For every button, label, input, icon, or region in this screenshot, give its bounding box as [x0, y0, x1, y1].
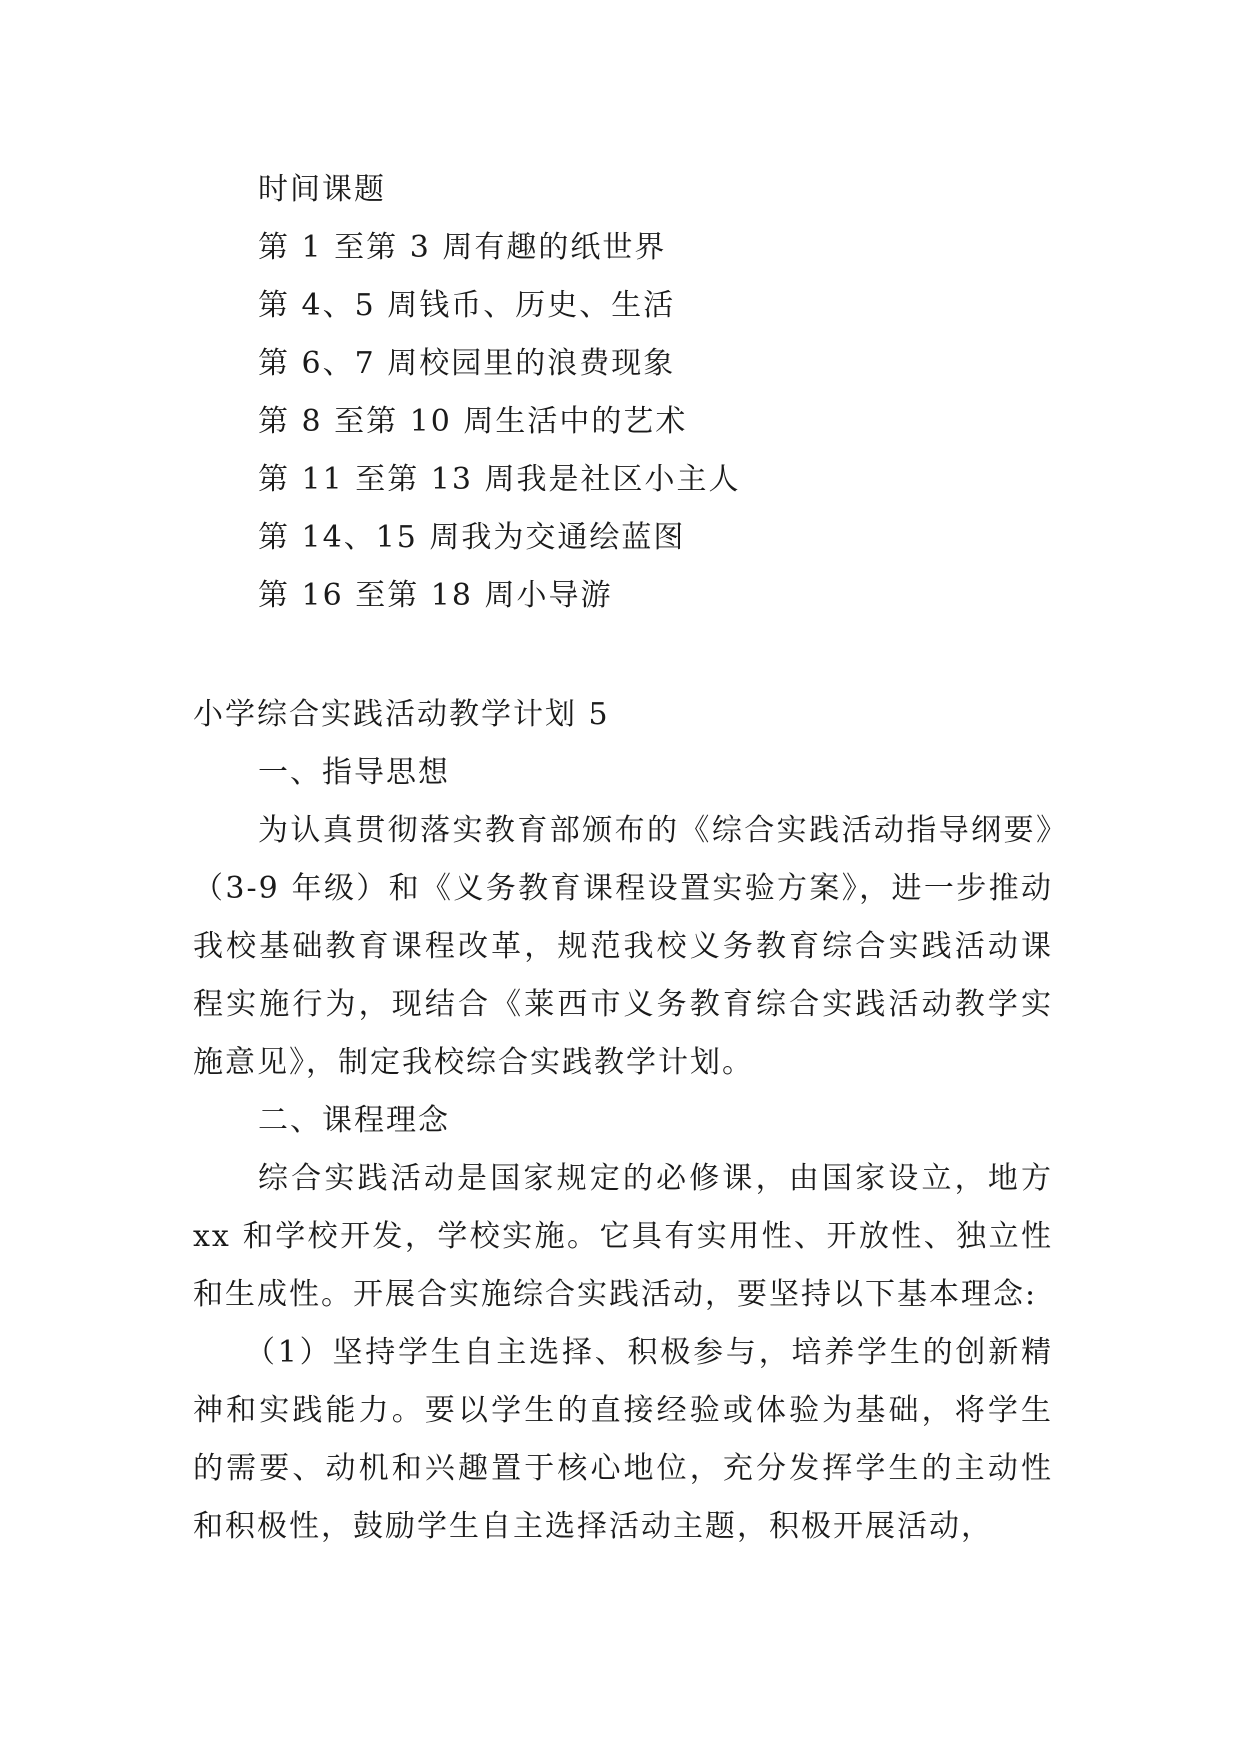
schedule-row: 第 14、15 周我为交通绘蓝图: [258, 520, 686, 555]
schedule-row: 第 4、5 周钱币、历史、生活: [258, 288, 676, 323]
paragraph-course-philosophy: 综合实践活动是国家规定的必修课，由国家设立，地方 xx 和学校开发，学校实施。它具有实用性、开放性、独立性和生成性。开展合实施综合实践活动，要坚持以下基本理念:: [193, 1161, 1053, 1312]
schedule-row: 第 16 至第 18 周小导游: [258, 578, 613, 613]
schedule-row: 第 6、7 周校园里的浪费现象: [258, 346, 676, 381]
plan-section: [193, 686, 1053, 1556]
schedule-row: 第 11 至第 13 周我是社区小主人: [258, 462, 741, 497]
heading-guiding-ideology: 一、指导思想: [258, 755, 450, 790]
schedule-row: 第 8 至第 10 周生活中的艺术: [258, 404, 688, 439]
heading-course-philosophy: 二、课程理念: [258, 1103, 450, 1138]
paragraph-principle-1: （1）坚持学生自主选择、积极参与，培养学生的创新精神和实践能力。要以学生的直接经验或体验为基础，将学生的需要、动机和兴趣置于核心地位，充分发挥学生的主动性和积极性，鼓励学生自主选择活动主题，积极开展活动，: [193, 1335, 1053, 1544]
schedule-list: [258, 161, 741, 625]
paragraph-guiding-ideology: 为认真贯彻落实教育部颁布的《综合实践活动指导纲要》（3-9 年级）和《义务教育课程设置实验方案》，进一步推动我校基础教育课程改革，规范我校义务教育综合实践活动课程实施行为，现结合《莱西市义务教育综合实践活动教学实施意见》，制定我校综合实践教学计划。: [193, 813, 1053, 1080]
section-title: 小学综合实践活动教学计划 5: [193, 697, 610, 732]
schedule-row: 第 1 至第 3 周有趣的纸世界: [258, 230, 667, 265]
schedule-header: 时间课题: [258, 172, 386, 207]
